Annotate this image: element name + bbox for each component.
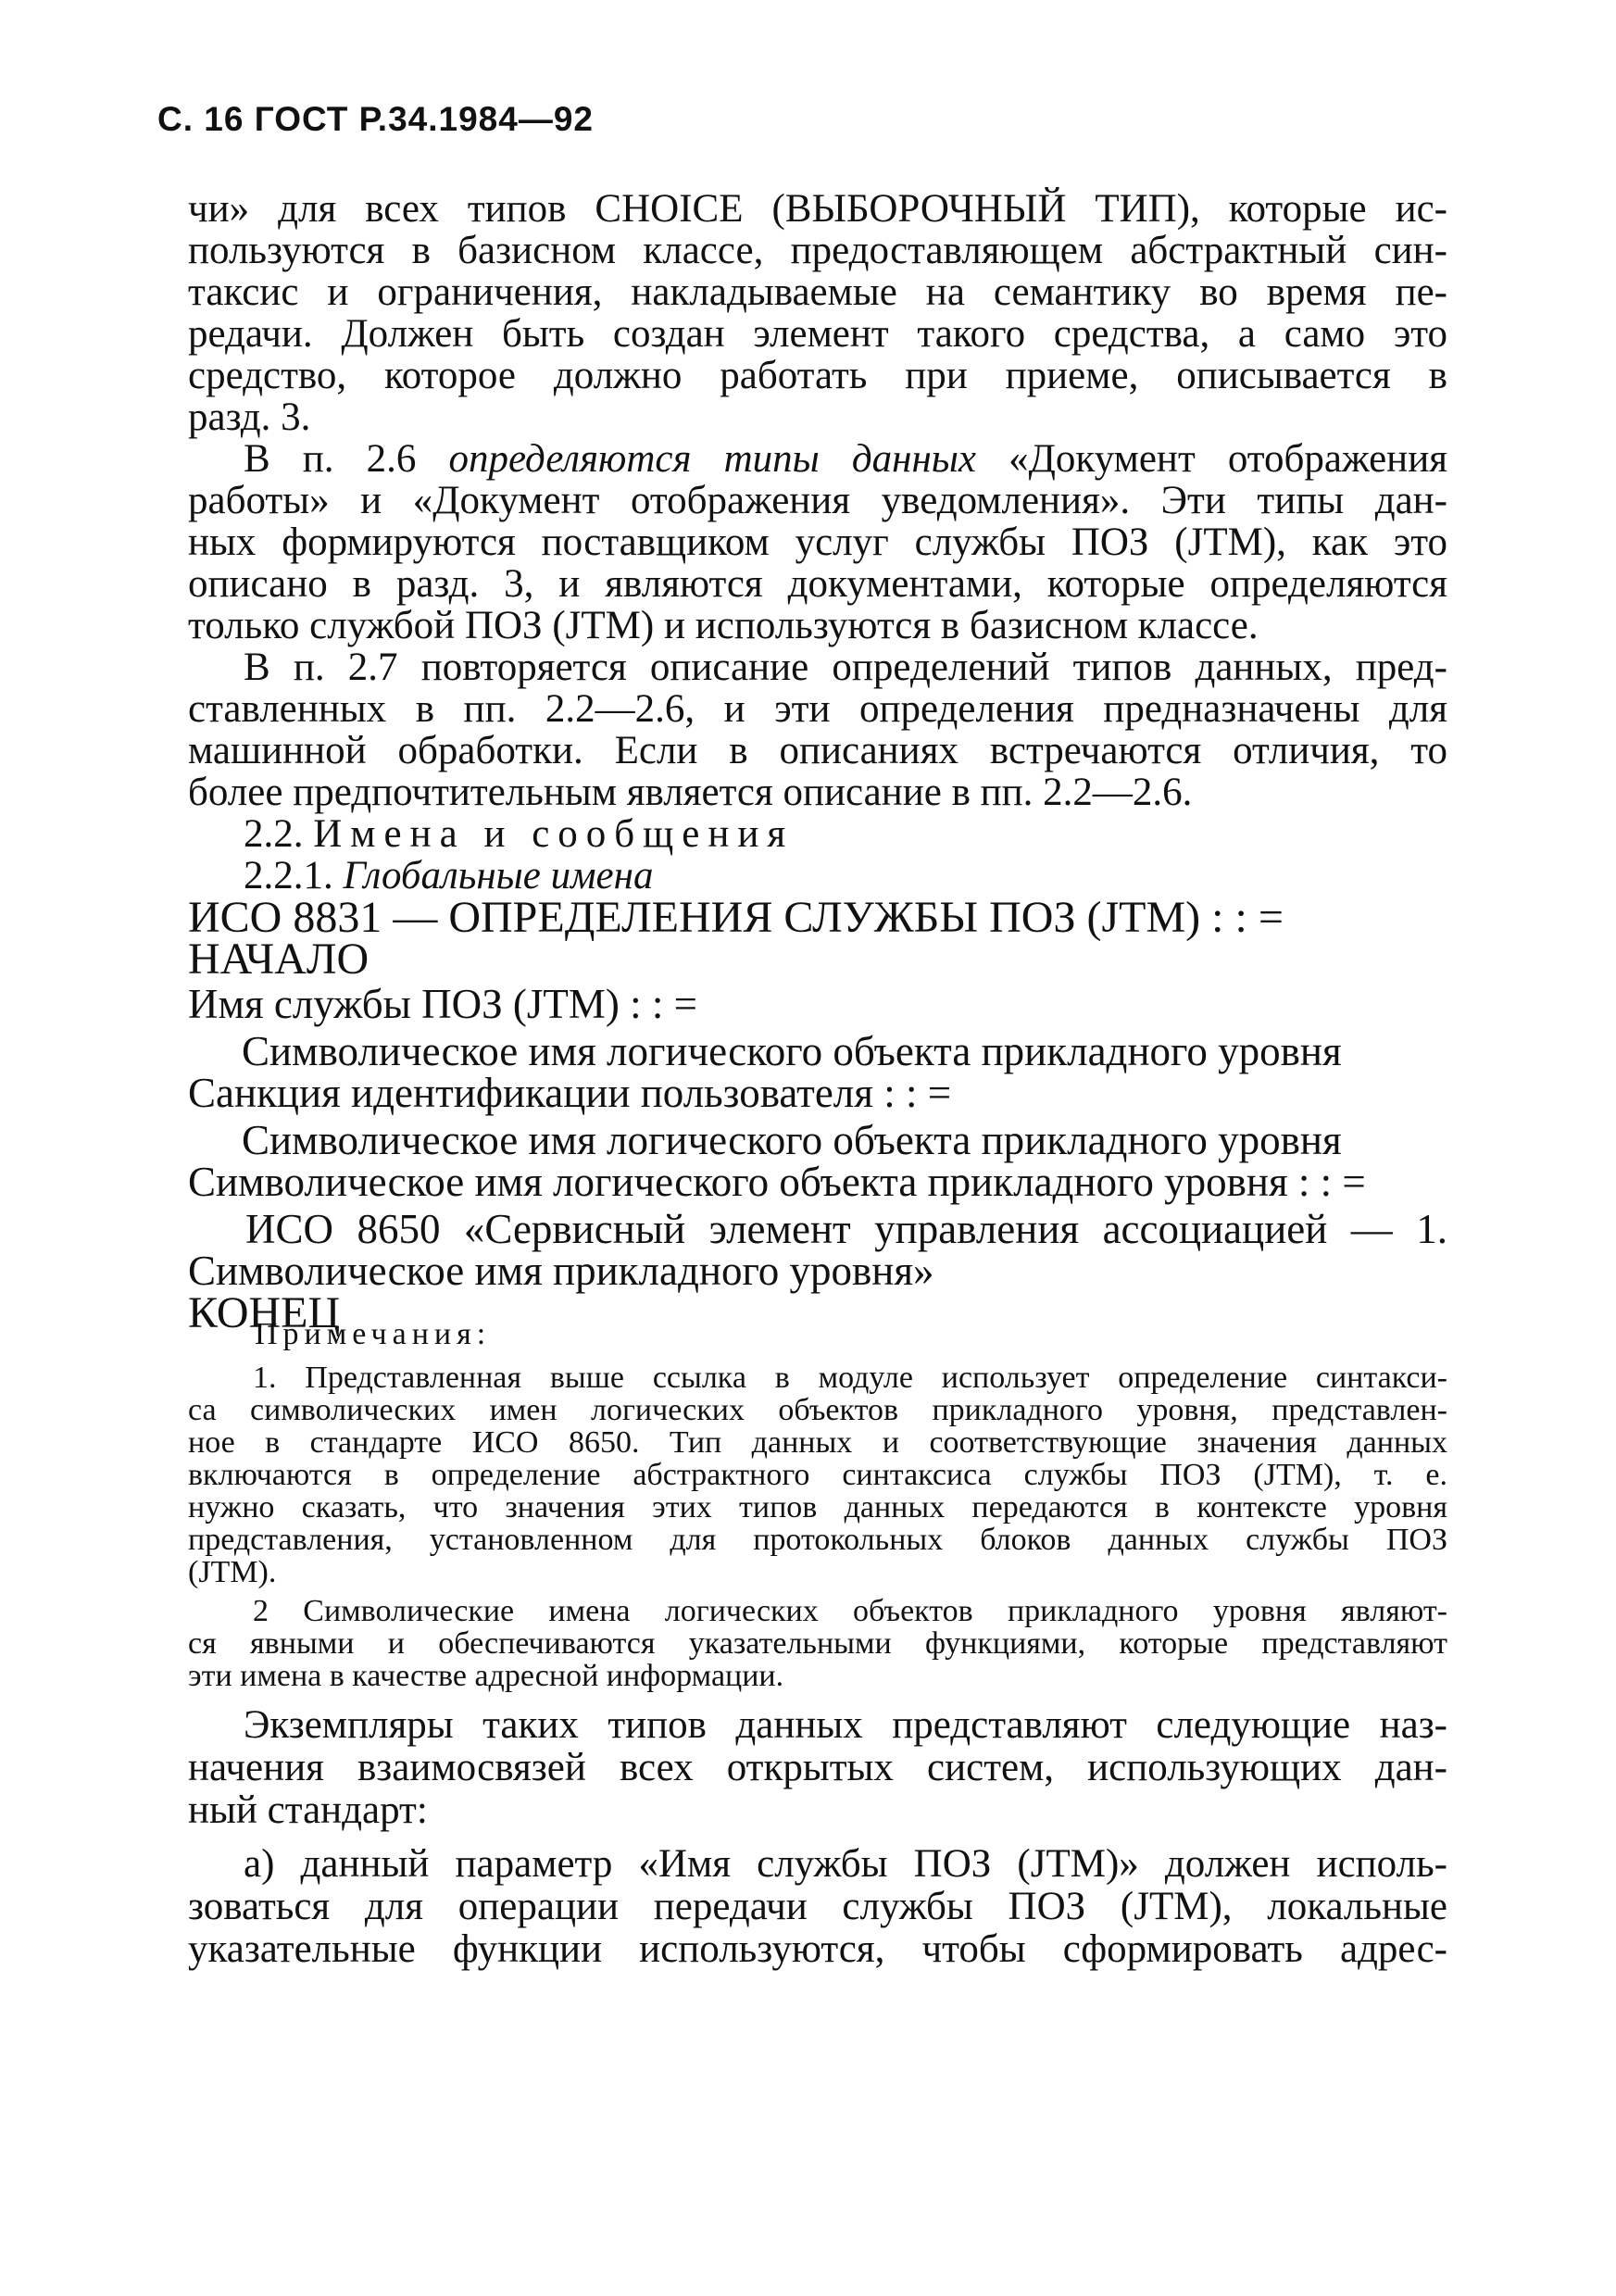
paragraph-5 [188, 1843, 1447, 1971]
text-line: машинной обработки. Если в описаниях встречаются отличия, то [188, 729, 1447, 772]
note-1 [188, 1361, 1447, 1588]
page-header: С. 16 ГОСТ Р.34.1984—92 [157, 100, 594, 138]
module-line: Символическое имя прикладного уровня» [188, 1248, 934, 1294]
note-line: представления, установленном для протокольных блоков данных службы ПОЗ [188, 1523, 1447, 1557]
text-line: более предпочтительным является описание в пп. 2.2—2.6. [188, 771, 1193, 814]
text-line: разд. 3. [188, 395, 311, 439]
note-line: ся явными и обеспечиваются указательными функциями, которые представляют [188, 1626, 1447, 1661]
text-line: зоваться для операции передачи службы ПОЗ (JTM), локальные [188, 1885, 1447, 1928]
module-line: Имя службы ПОЗ (JTM) : : = [188, 981, 698, 1027]
text-line: только службой ПОЗ (JTM) и используются в базисном классе. [188, 604, 1259, 647]
text-line: описано в разд. 3, и являются документами, которые определяются [188, 562, 1447, 606]
text-line: ставленных в пп. 2.2—2.6, и эти определения предназначены для [188, 687, 1447, 731]
text-span: В п. 2.6 [244, 437, 449, 481]
text-line: Экземпляры таких типов данных представляют следующие наз- [244, 1703, 1447, 1747]
note-line: нужно сказать, что значения этих типов данных передаются в контексте уровня [188, 1490, 1447, 1524]
text-line: ных формируются поставщиком услуг службы ПОЗ (JTM), как это [188, 521, 1447, 564]
module-line: ИСО 8831 — ОПРЕДЕЛЕНИЯ СЛУЖБЫ ПОЗ (JTM) : : = [188, 893, 1284, 942]
notes-title: Примечания: [255, 1317, 492, 1351]
note-line: ное в стандарте ИСО 8650. Тип данных и соответствующие значения данных [188, 1425, 1447, 1460]
module-line: Символическое имя логического объекта прикладного уровня [242, 1117, 1342, 1163]
paragraph-1 [188, 188, 1447, 438]
subsection-title: Глобальные имена [343, 854, 654, 897]
text-line: пользуются в базисном классе, предоставляющем абстрактный син- [188, 229, 1447, 272]
section-title: Имена и сообщения [313, 812, 795, 856]
module-line: Санкция идентификации пользователя : : = [188, 1070, 952, 1116]
section-number: 2.2. [244, 812, 304, 856]
text-line: средство, которое должно работать при приеме, описывается в [188, 354, 1447, 397]
text-line: указательные функции используются, чтобы сформировать адрес- [188, 1927, 1447, 1971]
note-line: са символических имен логических объектов прикладного уровня, представлен- [188, 1393, 1447, 1427]
note-2 [188, 1595, 1447, 1692]
module-line: НАЧАЛО [188, 935, 370, 984]
note-line: 2 Символические имена логических объектов прикладного уровня являют- [253, 1594, 1447, 1628]
text-line: таксис и ограничения, накладываемые на семантику во время пе- [188, 270, 1447, 314]
module-line: ИСО 8650 «Сервисный элемент управления ассоциацией — 1. [245, 1206, 1447, 1252]
text-line: начения взаимосвязей всех открытых систем, использующих дан- [188, 1746, 1447, 1789]
text-line: редачи. Должен быть создан элемент такого средства, а само это [188, 312, 1447, 356]
italic-phrase: определяются типы данных [448, 437, 976, 481]
subsection-heading [188, 855, 1447, 897]
note-line: 1. Представленная выше ссылка в модуле использует определение синтакси- [253, 1361, 1447, 1395]
text-span: «Документ отображения [975, 437, 1447, 481]
text-line: ный стандарт: [188, 1788, 428, 1832]
text-line: работы» и «Документ отображения уведомления». Эти типы дан- [188, 479, 1447, 522]
section-heading [188, 813, 1447, 855]
paragraph-4 [188, 1704, 1447, 1832]
note-line: включаются в определение абстрактного синтаксиса службы ПОЗ (JTM), т. е. [188, 1458, 1447, 1492]
subsection-number: 2.2.1. [244, 854, 333, 897]
text-line [188, 438, 1447, 480]
text-line: а) данный параметр «Имя службы ПОЗ (JTM)» должен исполь- [244, 1842, 1447, 1886]
note-line: эти имена в качестве адресной информации. [188, 1659, 784, 1693]
text-line: В п. 2.7 повторяется описание определений типов данных, пред- [244, 646, 1447, 689]
text-line: чи» для всех типов CHOICE (ВЫБОРОЧНЫЙ ТИП), которые ис- [188, 187, 1447, 231]
module-line: КОНЕЦ [188, 1288, 341, 1337]
note-line: (JTM). [188, 1555, 277, 1589]
paragraph-3 [188, 646, 1447, 813]
module-definition [188, 893, 1447, 1337]
module-line: Символическое имя логического объекта прикладного уровня : : = [188, 1159, 1366, 1205]
module-line: Символическое имя логического объекта прикладного уровня [242, 1028, 1342, 1074]
paragraph-2 [188, 438, 1447, 646]
